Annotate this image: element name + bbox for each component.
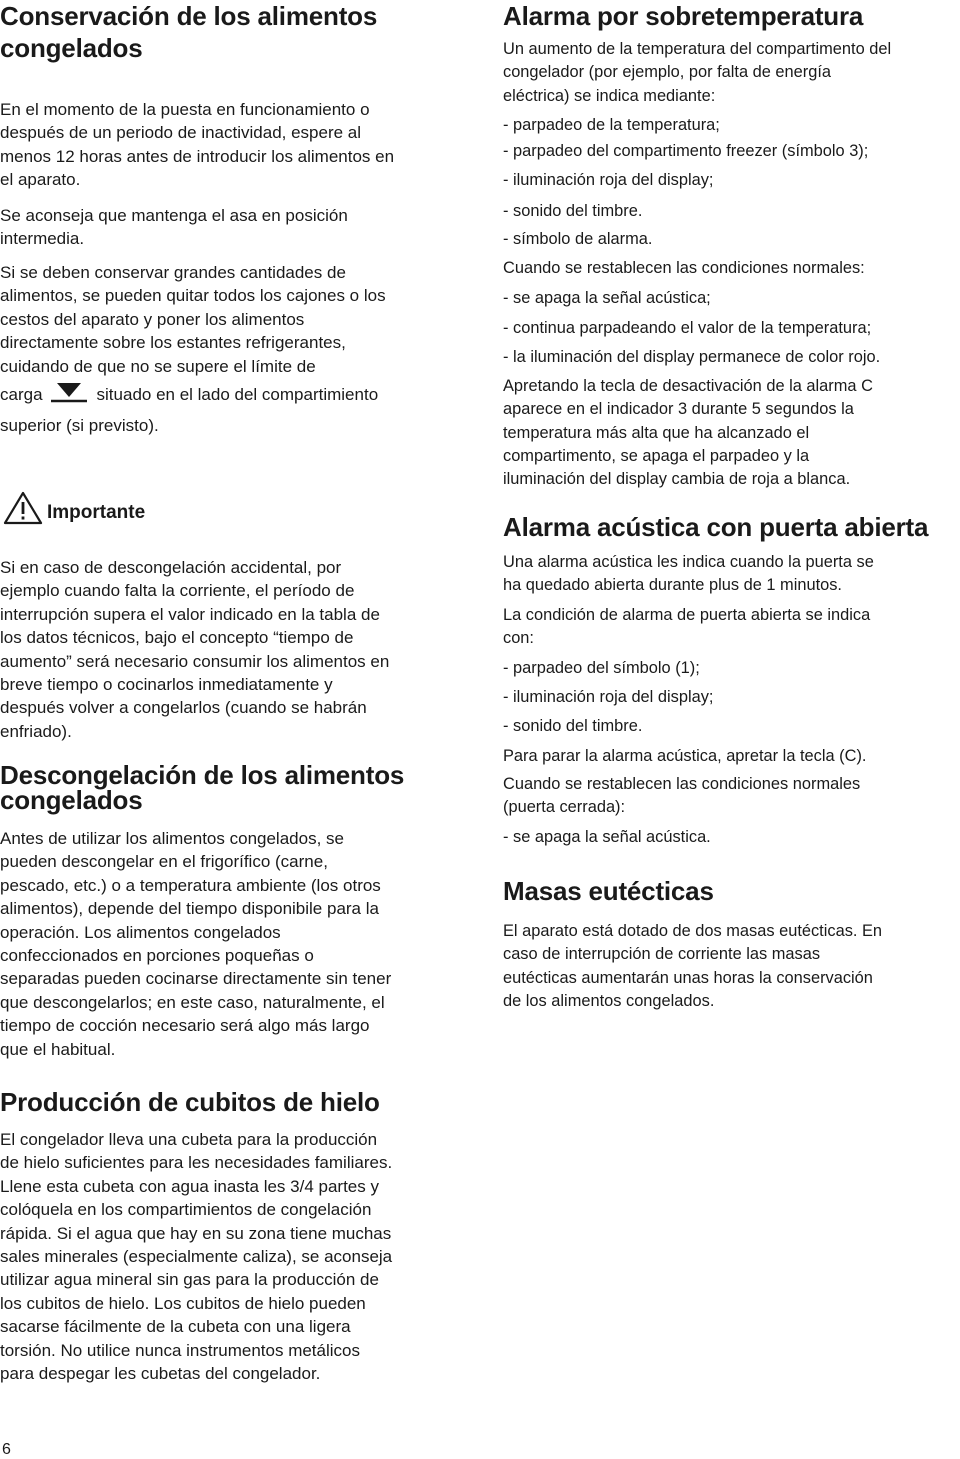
paragraph-descongelacion: Antes de utilizar los alimentos congelados, se pueden descongelar en el frigorífico (carne, pescado, etc.) o a temperatura ambiente (los otros alimentos), depende del tiempo disponibile para la operación. Los alimentos congelados confeccionados en porciones poqueñas o separadas pueden cocinarse directamente sin tener que descongelarlos; en este caso, naturalmente, el tiempo de cocción necesario será algo más largo que el habitual. [0,829,392,1059]
paragraph-puerta-stop: Para parar la alarma acústica, apretar la tecla (C). [503,747,867,765]
paragraph-grandes-cantidades: Si se deben conservar grandes cantidades de alimentos, se pueden quitar todos los cajones o los cestos del aparato y poner los alimentos directamente sobre los estantes refrigerantes, cuidando de que no se supere el límite de [0,263,386,376]
page-number: 6 [2,1441,11,1458]
list-restore-1: - se apaga la señal acústica; [503,289,711,307]
heading-masas: Masas eutécticas [503,876,714,906]
paragraph-sobretemp-intro: Un aumento de la temperatura del compartimento del congelador (por ejemplo, por falta de energía eléctrica) se indica mediante: [503,40,892,105]
restore-intro: Cuando se restablecen las condiciones normales: [503,259,865,277]
list-restore-3: - la iluminación del display permanece de color rojo. [503,348,881,366]
paragraph-importante: Si en caso de descongelación accidental, por ejemplo cuando falta la corriente, el período de interrupción supera el valor indicado en la tabla de los datos técnicos, bajo el concepto “tiempo de aumento” será necesario consumir los alimentos en breve tiempo o cocinarlos inmediatamente y después volver a congelarlos (cuando se habrán enfriado). [0,558,390,741]
carga-line: carga situado en el lado del compartimiento [0,381,378,407]
importante-label: Importante [47,502,146,523]
paragraph-puerta-intro: Una alarma acústica les indica cuando la puerta se ha quedado abierta durante plus de 1 minutos. [503,553,874,595]
load-limit-icon [49,381,89,407]
list-restore-2: - continua parpadeando el valor de la temperatura; [503,319,872,337]
list-puerta-restore: - se apaga la señal acústica. [503,828,711,846]
paragraph-asa: Se aconseja que mantenga el asa en posición intermedia. [0,206,348,249]
heading-puerta-abierta: Alarma acústica con puerta abierta [503,512,929,542]
paragraph-sobretemp-final: Apretando la tecla de desactivación de la alarma C aparece en el indicador 3 durante 5 segundos la temperatura más alta que ha alcanzado el compartimento, se apaga el parpadeo y la iluminación del display cambia de roja a blanca. [503,377,873,489]
warning-triangle-icon [3,491,43,525]
heading-sobretemperatura: Alarma por sobretemperatura [503,1,864,31]
paragraph-puesta-en-funcionamiento: En el momento de la puesta en funcionamiento o después de un periodo de inactividad, espere al menos 12 horas antes de introducir los alimentos en el aparato. [0,100,395,190]
list-sobretemp-4: - sonido del timbre. [503,202,643,220]
carga-line-end: superior (si previsto). [0,416,159,435]
list-sobretemp-5: - símbolo de alarma. [503,230,653,248]
heading-descongelacion: Descongelación de los alimentos congelados [0,760,405,815]
paragraph-cubitos: El congelador lleva una cubeta para la producción de hielo suficientes para les necesidades familiares. Llene esta cubeta con agua inasta les 3/4 partes y colóquela en los compartimientos de congelación rápida. Si el agua que hay en su zona tiene muchas sales minerales (especialmente caliza), se aconseja utilizar agua mineral sin gas para la producción de los cubitos de hielo. Los cubitos de hielo pueden sacarse fácilmente de la cubeta con una ligera torsión. No utilice nunca instrumentos metálicos para despegar les cubetas del congelador. [0,1130,393,1384]
list-puerta-2: - iluminación roja del display; [503,688,714,706]
list-puerta-3: - sonido del timbre. [503,717,643,735]
list-sobretemp-1: - parpadeo de la temperatura; [503,116,720,134]
paragraph-masas: El aparato está dotado de dos masas eutécticas. En caso de interrupción de corriente las masas eutécticas aumentarán unas horas la conservación de los alimentos congelados. [503,922,883,1010]
list-puerta-1: - parpadeo del símbolo (1); [503,659,700,677]
paragraph-puerta-restore: Cuando se restablecen las condiciones normales (puerta cerrada): [503,775,861,817]
heading-conservacion: Conservación de los alimentos congelados [0,1,378,63]
list-sobretemp-3: - iluminación roja del display; [503,171,714,189]
list-sobretemp-2: - parpadeo del compartimento freezer (símbolo 3); [503,142,869,160]
importante-header [3,491,145,525]
heading-cubitos: Producción de cubitos de hielo [0,1087,380,1117]
paragraph-puerta-cond: La condición de alarma de puerta abierta se indica con: [503,606,871,648]
